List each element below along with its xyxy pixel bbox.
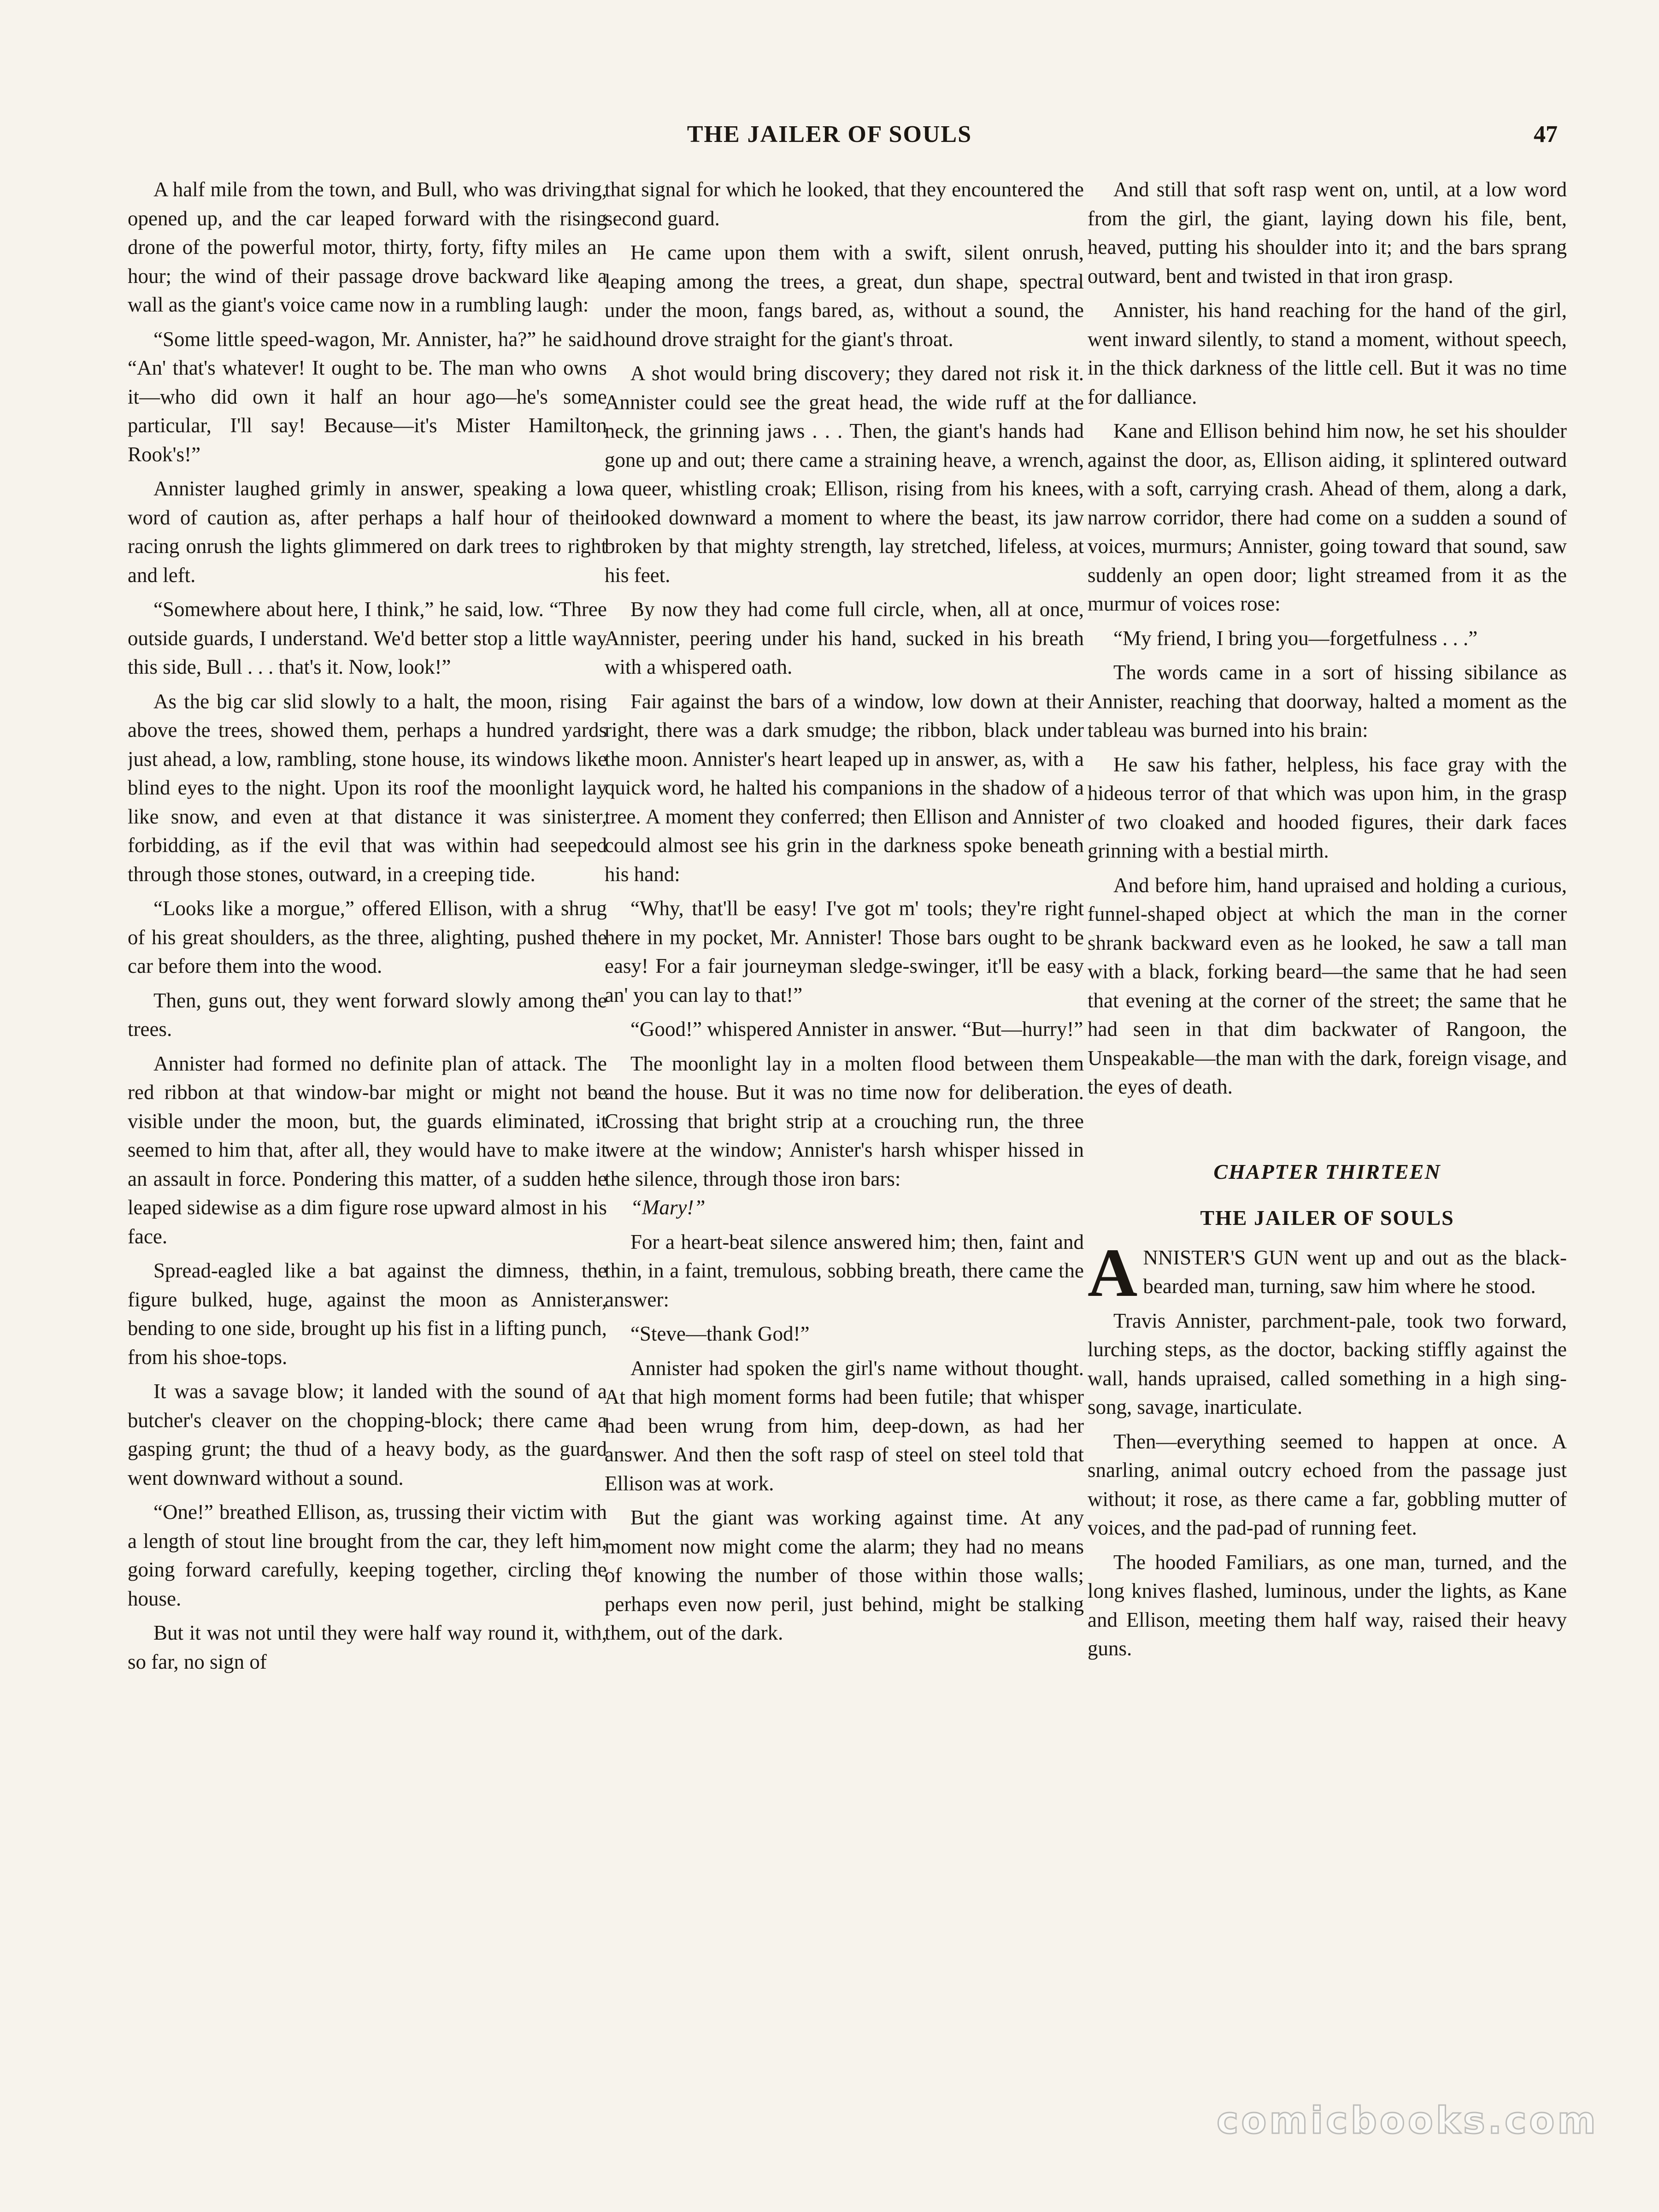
drop-cap: A [1088, 1234, 1138, 1311]
paragraph: The words came in a sort of hissing sibilance as Annister, reaching that doorway, halted a moment as the tableau was burned into his brain: [1088, 661, 1567, 741]
chapter-opening-paragraph [1088, 1234, 1567, 1311]
paragraph: Annister had formed no definite plan of attack. The red ribbon at that window-bar might or might not be visible under the moon, but, the guards eliminated, it seemed to him that, after all, they would have to make it an assault in force. Pondering this matter, of a sudden he leaped sidewise as a dim figure rose upward almost in his face. [128, 1052, 607, 1248]
paragraph: Travis Annister, parchment-pale, took two forward, lurching steps, as the doctor, backing stiffly against the wall, hands upraised, called something in a high sing-song, savage, inarticulate. [1088, 1309, 1567, 1418]
paragraph: “Steve—thank God!” [630, 1322, 810, 1345]
text-column-2 [605, 175, 1084, 2101]
paragraph: “Why, that'll be easy! I've got m' tools; they're right here in my pocket, Mr. Annister! Those bars ought to be easy! For a fair journeyman sledge-swinger, it'll be easy an' you can lay to that!” [605, 897, 1084, 1006]
text-column-1 [128, 175, 607, 2101]
paragraph: But the giant was working against time. At any moment now might come the alarm; they had no means of knowing the number of those within those walls; perhaps even now peril, just behind, might be stalking them, out of the dark. [605, 1506, 1084, 1644]
paragraph: As the big car slid slowly to a halt, the moon, rising above the trees, showed them, perhaps a hundred yards just ahead, a low, rambling, stone house, its windows like blind eyes to the night. Upon its roof the moonlight lay like snow, and even at that distance it was sinister, forbidding, as if the evil that was within had seeped through those stones, outward, in a creeping tide. [128, 689, 607, 886]
paragraph: Annister had spoken the girl's name without thought. At that high moment forms had been futile; that whisper had been wrung from him, deep-down, as had her answer. And then the soft rasp of steel on steel told that Ellison was at work. [605, 1356, 1084, 1495]
paragraph: The hooded Familiars, as one man, turned, and the long knives flashed, luminous, under the lights, as Kane and Ellison, meeting them half way, raised their heavy guns. [1088, 1550, 1567, 1660]
paragraph: But it was not until they were half way round it, with, so far, no sign of [128, 1621, 607, 1673]
paragraph: For a heart-beat silence answered him; then, faint and thin, in a faint, tremulous, sobbing breath, there came the answer: [605, 1230, 1084, 1311]
paragraph: Then—everything seemed to happen at once. A snarling, animal outcry echoed from the passage just without; it rose, as there came a far, gobbling mutter of voices, and the pad-pad of running feet. [1088, 1430, 1567, 1539]
paragraph: Spread-eagled like a bat against the dimness, the figure bulked, huge, against the moon as Annister, bending to one side, brought up his fist in a lifting punch, from his shoe-tops. [128, 1259, 607, 1369]
paragraph: Kane and Ellison behind him now, he set his shoulder against the door, as, Ellison aiding, it splintered outward with a soft, carrying crash. Ahead of them, along a dark, narrow corridor, there had come on a sudden a sound of voices, murmurs; Annister, going toward that sound, saw suddenly an open door; light streamed from it as the murmur of voices rose: [1088, 419, 1567, 615]
chapter-opening-text: NNISTER'S GUN went up and out as the black-bearded man, turning, saw him where he stood. [1143, 1246, 1567, 1298]
chapter-label: CHAPTER THIRTEEN [1213, 1159, 1441, 1183]
paragraph: And before him, hand upraised and holding a curious, funnel-shaped object at which the man in the corner shrank backward even as he looked, he saw a tall man with a black, forking beard—the same that he had seen that evening at the corner of the street; the same that he had seen in that dim backwater of Rangoon, the Unspeakable—the man with the dark, foreign visage, and the eyes of death. [1088, 873, 1567, 1098]
paragraph: that signal for which he looked, that they encountered the second guard. [605, 178, 1084, 230]
paragraph: The moonlight lay in a molten flood between them and the house. But it was no time now for deliberation. Crossing that bright strip at a crouching run, the three were at the window; Annister's harsh whisper hissed in the silence, through those iron bars: [605, 1052, 1084, 1190]
paragraph: And still that soft rasp went on, until, at a low word from the girl, the giant, laying down his file, bent, heaved, putting his shoulder into it; and the bars sprang outward, bent and twisted in that iron grasp. [1088, 178, 1567, 288]
paragraph: “Looks like a morgue,” offered Ellison, with a shrug of his great shoulders, as the three, alighting, pushed the car before them into the wood. [128, 897, 607, 977]
paragraph: Annister laughed grimly in answer, speaking a low word of caution as, after perhaps a half hour of their racing onrush the lights glimmered on dark trees to right and left. [128, 477, 607, 587]
text-column-3 [1088, 175, 1567, 2101]
paragraph: “One!” breathed Ellison, as, trussing their victim with a length of stout line brought from the car, they left him, going forward carefully, keeping together, circling the house. [128, 1500, 607, 1610]
paragraph: A shot would bring discovery; they dared not risk it. Annister could see the great head, the wide ruff at the neck, the grinning jaws . . . Then, the giant's hands had gone up and out; there came a straining heave, a wrench, a queer, whistling croak; Ellison, rising from his knees, looked downward a moment to where the beast, its jaw broken by that mighty strength, lay stretched, lifeless, at his feet. [605, 362, 1084, 587]
watermark-logo: comicbooks.com [1217, 2099, 1599, 2142]
paragraph: Fair against the bars of a window, low down at their right, there was a dark smudge; the ribbon, black under the moon. Annister's heart leaped up in answer, as, with a quick word, he halted his companions in the shadow of a tree. A moment they conferred; then Ellison and Annister could almost see his grin in the darkness spoke beneath his hand: [605, 689, 1084, 886]
paragraph: A half mile from the town, and Bull, who was driving, opened up, and the car leaped forward with the rising drone of the powerful motor, thirty, forty, fifty miles an hour; the wind of their passage drove backward like a wall as the giant's voice came now in a rumbling laugh: [128, 178, 607, 316]
paragraph: He came upon them with a swift, silent onrush, leaping among the trees, a great, dun shape, spectral under the moon, fangs bared, as, without a sound, the hound drove straight for the giant's throat. [605, 241, 1084, 351]
paragraph: Annister, his hand reaching for the hand of the girl, went inward silently, to stand a moment, without speech, in the thick darkness of the little cell. But it was no time for dalliance. [1088, 299, 1567, 408]
paragraph: By now they had come full circle, when, all at once, Annister, peering under his hand, sucked in his breath with a whispered oath. [605, 598, 1084, 678]
paragraph: It was a savage blow; it landed with the sound of a butcher's cleaver on the chopping-block; there came a gasping grunt; the thud of a heavy body, as the guard went downward without a sound. [128, 1380, 607, 1489]
paragraph: “Good!” whispered Annister in answer. “But—hurry!” [630, 1018, 1083, 1041]
paragraph: “Some little speed-wagon, Mr. Annister, ha?” he said. “An' that's whatever! It ought to be. The man who owns it—who did own it half an hour ago—he's some particular, I'll say! Because—it's Mister Hamilton Rook's!” [128, 327, 607, 466]
running-head: THE JAILER OF SOULS [687, 121, 972, 147]
paragraph: Then, guns out, they went forward slowly among the trees. [128, 988, 607, 1041]
paragraph: “Mary!” [630, 1196, 706, 1219]
page-number: 47 [1534, 121, 1558, 147]
paragraph: “Somewhere about here, I think,” he said, low. “Three outside guards, I understand. We'd better stop a little way this side, Bull . . . that's it. Now, look!” [128, 598, 607, 678]
chapter-title: THE JAILER OF SOULS [1200, 1206, 1454, 1230]
paragraph: “My friend, I bring you—forgetfulness . . .” [1113, 626, 1478, 650]
paragraph: He saw his father, helpless, his face gray with the hideous terror of that which was upon him, in the grasp of two cloaked and hooded figures, their dark faces grinning with a bestial mirth. [1088, 753, 1567, 862]
